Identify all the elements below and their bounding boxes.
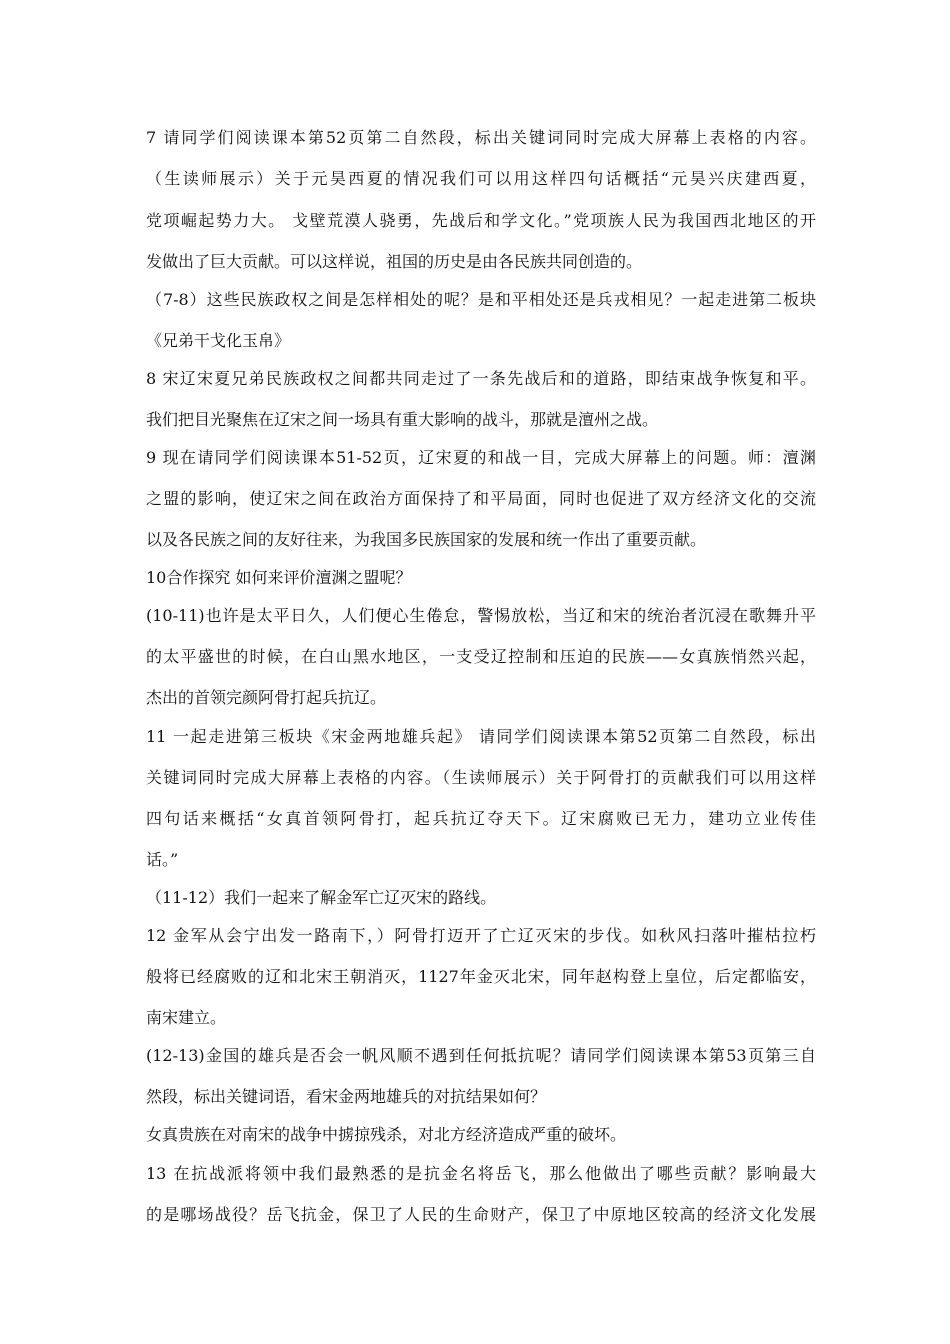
text-line: (12-13)金国的雄兵是否会一帆风顺不遇到任何抵抗呢？请同学们阅读课本第53页第三自 — [146, 1046, 816, 1065]
text-line: 发做出了巨大贡献。可以这样说，祖国的历史是由各民族共同创造的。 — [146, 252, 643, 271]
text-line: 女真贵族在对南宋的战争中掳掠残杀，对北方经济造成严重的破坏。 — [146, 1125, 627, 1144]
text-line: （生读师展示）关于元昊西夏的情况我们可以用这样四句话概括“元昊兴庆建西夏， — [146, 169, 816, 188]
text-line: （7-8）这些民族政权之间是怎样相处的呢？是和平相处还是兵戎相见？一起走进第二板块 — [146, 290, 816, 309]
text-line: 11 一起走进第三板块《宋金两地雄兵起》 请同学们阅读课本第52页第二自然段，标出 — [146, 727, 816, 746]
text-line: （11-12）我们一起来了解金军亡辽灭宋的路线。 — [146, 888, 497, 907]
text-line: 9 现在请同学们阅读课本51-52页，辽宋夏的和战一目，完成大屏幕上的问题。师：澶渊 — [146, 448, 816, 467]
text-line: 般将已经腐败的辽和北宋王朝消灭，1127年金灭北宋，同年赵构登上皇位，后定都临安， — [146, 967, 816, 986]
text-line: 8 宋辽宋夏兄弟民族政权之间都共同走过了一条先战后和的道路，即结束战争恢复和平。 — [146, 369, 816, 388]
text-line: 党项崛起势力大。 戈壁荒漠人骁勇，先战后和学文化。”党项族人民为我国西北地区的开 — [146, 211, 816, 230]
text-line: 然段，标出关键词语，看宋金两地雄兵的对抗结果如何？ — [146, 1087, 547, 1106]
text-line: 《兄弟干戈化玉帛》 — [146, 331, 291, 350]
text-line: 杰出的首领完颜阿骨打起兵抗辽。 — [146, 688, 387, 707]
text-line: 13 在抗战派将领中我们最熟悉的是抗金名将岳飞，那么他做出了哪些贡献？影响最大 — [146, 1164, 816, 1183]
text-line: 的是哪场战役？岳飞抗金，保卫了人民的生命财产，保卫了中原地区较高的经济文化发展 — [146, 1205, 816, 1224]
text-line: 以及各民族之间的友好往来，为我国多民族国家的发展和统一作出了重要贡献。 — [146, 530, 707, 549]
text-line: 7 请同学们阅读课本第52页第二自然段，标出关键词同时完成大屏幕上表格的内容。 — [146, 128, 816, 147]
text-line: 10合作探究 如何来评价澶渊之盟呢？ — [146, 568, 412, 587]
text-line: 关键词同时完成大屏幕上表格的内容。（生读师展示）关于阿骨打的贡献我们可以用这样 — [146, 768, 816, 787]
text-line: 我们把目光聚焦在辽宋之间一场具有重大影响的战斗，那就是澶州之战。 — [146, 410, 659, 429]
text-line: 话。” — [146, 850, 179, 869]
text-line: 南宋建立。 — [146, 1008, 227, 1027]
text-line: 12 金军从会宁出发一路南下，）阿骨打迈开了亡辽灭宋的步伐。如秋风扫落叶摧枯拉朽 — [146, 926, 816, 945]
text-line: 之盟的影响，使辽宋之间在政治方面保持了和平局面，同时也促进了双方经济文化的交流 — [146, 489, 816, 508]
text-line: 的太平盛世的时候，在白山黑水地区，一支受辽控制和压迫的民族——女真族悄然兴起， — [146, 647, 816, 666]
text-line: (10-11)也许是太平日久，人们便心生倦怠，警惕放松，当辽和宋的统治者沉浸在歌舞升平 — [146, 606, 816, 625]
text-line: 四句话来概括“女真首领阿骨打，起兵抗辽夺天下。辽宋腐败已无力，建功立业传佳 — [146, 809, 816, 828]
